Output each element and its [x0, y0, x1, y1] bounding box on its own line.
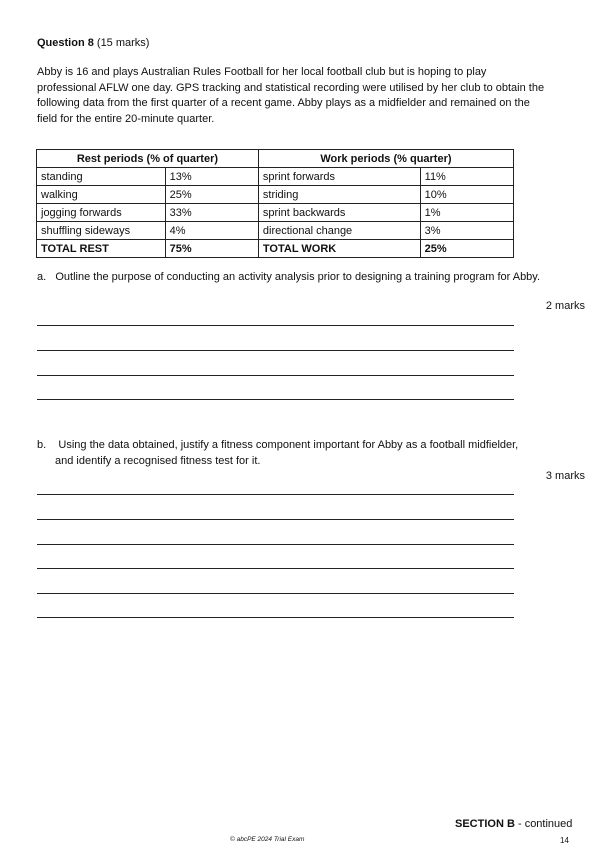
answer-line[interactable]: [37, 568, 514, 569]
answer-line[interactable]: [37, 519, 514, 520]
work-periods-header: Work periods (% quarter): [258, 150, 513, 168]
rest-activity-cell: standing: [37, 168, 166, 186]
section-label: SECTION B: [455, 818, 515, 830]
total-rest-label: TOTAL REST: [37, 240, 166, 258]
answer-line[interactable]: [37, 399, 514, 400]
part-b-marks: 3 marks: [545, 470, 585, 482]
answer-line[interactable]: [37, 593, 514, 594]
question-heading: Question 8: [37, 37, 94, 49]
work-activity-cell: striding: [258, 186, 420, 204]
table-row: [37, 222, 514, 240]
table-row: [37, 204, 514, 222]
total-rest-percent: 75%: [165, 240, 258, 258]
question-marks: (15 marks): [96, 37, 150, 49]
total-work-percent: 25%: [420, 240, 513, 258]
section-suffix: - continued: [517, 818, 573, 830]
part-b-label: b.: [37, 439, 47, 451]
part-a-marks: 2 marks: [545, 300, 585, 312]
work-activity-cell: sprint forwards: [258, 168, 420, 186]
activity-data-table: [36, 149, 514, 258]
part-b-question: [37, 438, 537, 469]
table-total-row: [37, 240, 514, 258]
part-a-label: a.: [37, 271, 47, 283]
table-row: [37, 168, 514, 186]
answer-line[interactable]: [37, 617, 514, 618]
table-row: [37, 186, 514, 204]
rest-activity-cell: shuffling sideways: [37, 222, 166, 240]
total-work-label: TOTAL WORK: [258, 240, 420, 258]
rest-activity-cell: jogging forwards: [37, 204, 166, 222]
rest-percent-cell: 13%: [165, 168, 258, 186]
work-activity-cell: sprint backwards: [258, 204, 420, 222]
page-number: 14: [560, 836, 569, 845]
question-title: [37, 37, 149, 49]
part-b-text-line1: Using the data obtained, justify a fitness component important for Abby as a football midfielder,: [58, 439, 519, 451]
work-percent-cell: 1%: [420, 204, 513, 222]
work-activity-cell: directional change: [258, 222, 420, 240]
answer-line[interactable]: [37, 544, 514, 545]
rest-activity-cell: walking: [37, 186, 166, 204]
table-header-row: [37, 150, 514, 168]
answer-line[interactable]: [37, 375, 514, 376]
part-a-text: Outline the purpose of conducting an activity analysis prior to designing a training program for Abby.: [55, 271, 541, 283]
answer-line[interactable]: [37, 494, 514, 495]
rest-periods-header: Rest periods (% of quarter): [37, 150, 259, 168]
copyright-notice: © abcPE 2024 Trial Exam: [230, 836, 305, 843]
answer-line[interactable]: [37, 350, 514, 351]
section-continued: [455, 818, 572, 830]
rest-percent-cell: 25%: [165, 186, 258, 204]
work-percent-cell: 3%: [420, 222, 513, 240]
rest-percent-cell: 33%: [165, 204, 258, 222]
question-intro: Abby is 16 and plays Australian Rules Football for her local football club but is hoping to play professional AFLW one day. GPS tracking and statistical recording were utilised by her club to obtain the following data from the first quarter of a recent game. Abby plays as a midfielder and remained on the field for the entire 20-minute quarter.: [37, 66, 545, 125]
rest-percent-cell: 4%: [165, 222, 258, 240]
work-percent-cell: 11%: [420, 168, 513, 186]
answer-line[interactable]: [37, 325, 514, 326]
part-a-question: [37, 270, 557, 286]
work-percent-cell: 10%: [420, 186, 513, 204]
part-b-text-line2: and identify a recognised fitness test for it.: [55, 454, 261, 467]
